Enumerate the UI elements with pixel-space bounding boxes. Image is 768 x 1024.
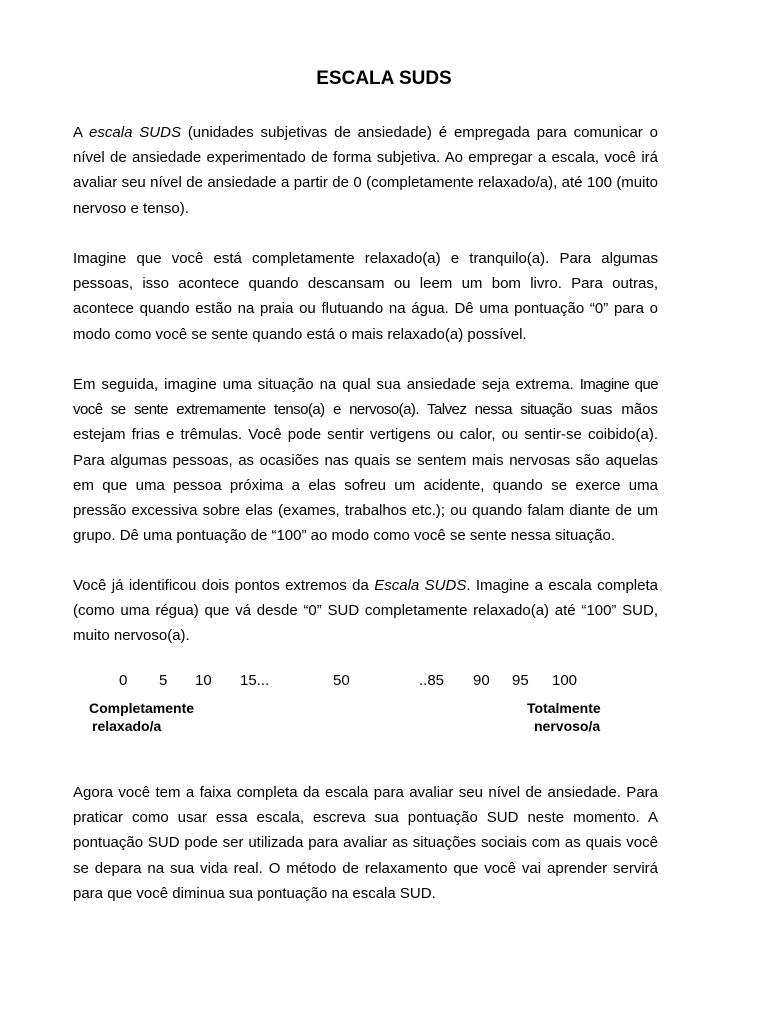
paragraph-text: suas mãos estejam frias e trêmulas. Você pode sentir vertigens ou calor, ou sentir-se coibido(a). Para algumas pessoas, as ocasiões nas quais se sentem mais nervosas são aquelas em que uma pessoa próxima a elas sofreu um acidente, quando se exerce uma pressão excessiva sobre elas (exames, trabalhos etc.); ou quando falam diante de um grupo. Dê uma pontuação de “100” ao modo como você se sente nessa situação.: [73, 401, 659, 545]
paragraph-extreme: [73, 372, 658, 548]
condensed-text: Imagine que você se sente extremamente tenso(a) e nervoso(a). Talvez nessa situação: [73, 376, 658, 419]
scale-number: 5: [159, 672, 168, 689]
scale-right-label: nervoso/a: [534, 718, 601, 734]
scale-left-label: Completamente: [89, 700, 195, 716]
document-title: ESCALA SUDS: [316, 68, 452, 89]
paragraph-text: Você já identificou dois pontos extremos da: [73, 577, 375, 594]
paragraph-text: (unidades subjetivas de ansiedade) é empregada para comunicar o nível de ansiedade experimentado de forma subjetiva. Ao empregar a escala, você irá avaliar seu nível de ansiedade a partir de 0 (completamente relaxado/a), até 100 (muito nervoso e tenso).: [73, 124, 658, 217]
paragraph-extremes-identified: [73, 573, 658, 649]
scale-number: 95: [512, 672, 529, 689]
scale-number: ..85: [419, 672, 445, 689]
paragraph-text: Em seguida, imagine uma situação na qual sua ansiedade seja extrema.: [73, 376, 580, 393]
scale-right-label: Totalmente: [527, 700, 601, 716]
paragraph-text: . Imagine a escala completa (como uma régua) que vá desde “0” SUD completamente relaxado(a) até “100” SUD, muito nervoso(a).: [73, 577, 658, 645]
emphasis-text: Escala SUDS: [374, 577, 467, 594]
scale-number: 100: [552, 672, 578, 689]
paragraph-text: A: [73, 124, 90, 141]
paragraph-practice: Agora você tem a faixa completa da escala para avaliar seu nível de ansiedade. Para praticar como usar essa escala, escreva sua pontuação SUD neste momento. A pontuação SUD pode ser utilizada para avaliar as situações sociais com as quais você se depara na sua vida real. O método de relaxamento que você vai aprender servirá para que você diminua sua pontuação na escala SUD.: [73, 784, 658, 902]
scale-number: 0: [119, 672, 128, 689]
scale-number: 10: [195, 672, 212, 689]
scale-number: 15...: [240, 672, 270, 689]
paragraph-intro: [73, 120, 658, 221]
paragraph-relaxed: Imagine que você está completamente relaxado(a) e tranquilo(a). Para algumas pessoas, isso acontece quando descansam ou leem um bom livro. Para outras, acontece quando estão na praia ou flutuando na água. Dê uma pontuação “0” para o modo como você se sente quando está o mais relaxado(a) possível.: [73, 250, 658, 343]
scale-number: 90: [473, 672, 490, 689]
scale-number: 50: [333, 672, 350, 689]
scale-left-label: relaxado/a: [92, 718, 162, 734]
emphasis-text: escala SUDS: [89, 124, 181, 141]
